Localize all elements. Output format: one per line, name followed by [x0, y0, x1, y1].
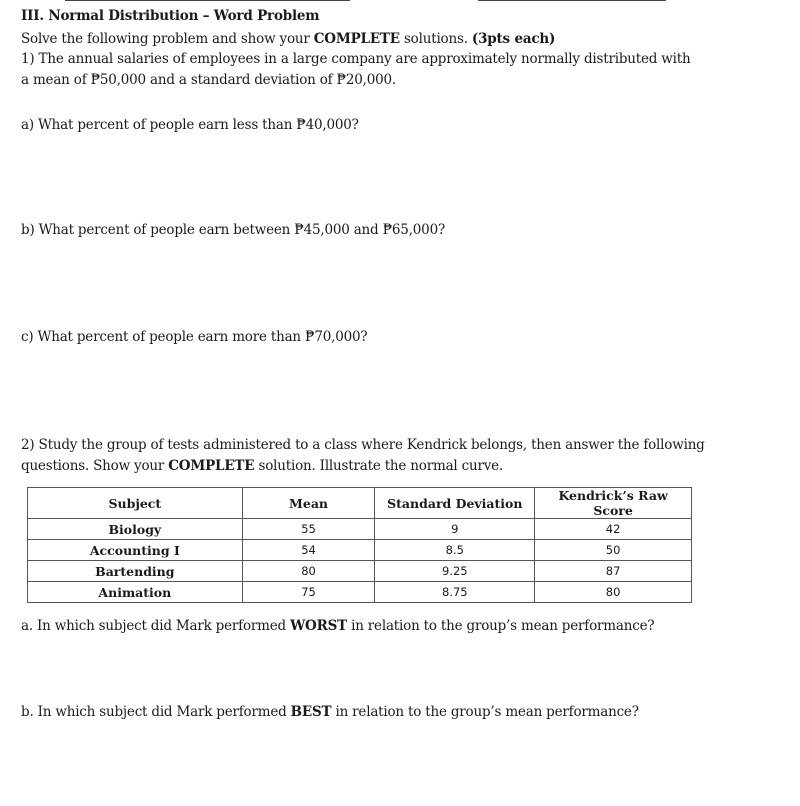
table-row — [28, 519, 692, 540]
table-row — [28, 540, 692, 561]
instructions — [21, 31, 555, 47]
problem1-line1: 1) The annual salaries of employees in a large company are approximately normally distributed with — [21, 51, 691, 67]
instructions-text: Solve the following problem and show your — [21, 31, 314, 47]
problem2-line1: 2) Study the group of tests administered to a class where Kendrick belongs, then answer the following — [21, 437, 705, 453]
instructions-complete: COMPLETE — [313, 31, 400, 47]
cell-sd: 9.25 — [375, 561, 535, 582]
table-header-row — [28, 488, 692, 519]
cell-raw-score: 80 — [535, 582, 692, 603]
table-row — [28, 582, 692, 603]
name-underline — [65, 0, 350, 1]
cell-raw-score: 87 — [535, 561, 692, 582]
question-b-best: BEST — [290, 704, 332, 720]
instructions-points: (3pts each) — [471, 31, 556, 47]
header-subject: Subject — [28, 488, 243, 519]
problem2-line2-pre: questions. Show your — [21, 458, 169, 474]
cell-sd: 9 — [375, 519, 535, 540]
problem2-complete: COMPLETE — [168, 458, 255, 474]
cell-subject: Animation — [28, 582, 243, 603]
cell-subject: Accounting I — [28, 540, 243, 561]
header-raw-score: Kendrick’s Raw Score — [535, 488, 692, 519]
date-underline — [478, 0, 666, 1]
problem1-question-b: b) What percent of people earn between ₱45,000 and ₱65,000? — [21, 222, 445, 238]
problem1-line2: a mean of ₱50,000 and a standard deviation of ₱20,000. — [21, 72, 396, 88]
cell-mean: 75 — [242, 582, 375, 603]
problem2-question-a — [21, 618, 654, 634]
header-mean: Mean — [242, 488, 375, 519]
problem2-question-b — [21, 704, 639, 720]
problem1-question-a: a) What percent of people earn less than ₱40,000? — [21, 117, 359, 133]
cell-raw-score: 50 — [535, 540, 692, 561]
cell-subject: Bartending — [28, 561, 243, 582]
problem1-question-c: c) What percent of people earn more than ₱70,000? — [21, 329, 368, 345]
cell-sd: 8.5 — [375, 540, 535, 561]
scores-table — [27, 487, 692, 603]
problem2-line2-post: solution. Illustrate the normal curve. — [254, 458, 504, 474]
problem2-line2 — [21, 458, 503, 474]
header-standard-deviation: Standard Deviation — [375, 488, 535, 519]
section-title: III. Normal Distribution – Word Problem — [21, 8, 320, 24]
question-b-pre: b. In which subject did Mark performed — [21, 704, 291, 720]
instructions-mid: solutions. — [399, 31, 472, 47]
cell-sd: 8.75 — [375, 582, 535, 603]
cell-mean: 55 — [242, 519, 375, 540]
cell-mean: 80 — [242, 561, 375, 582]
question-b-post: in relation to the group’s mean performance? — [331, 704, 639, 720]
question-a-pre: a. In which subject did Mark performed — [21, 618, 291, 634]
cell-raw-score: 42 — [535, 519, 692, 540]
cell-subject: Biology — [28, 519, 243, 540]
cell-mean: 54 — [242, 540, 375, 561]
question-a-worst: WORST — [290, 618, 347, 634]
table-row — [28, 561, 692, 582]
question-a-post: in relation to the group’s mean performance? — [347, 618, 655, 634]
